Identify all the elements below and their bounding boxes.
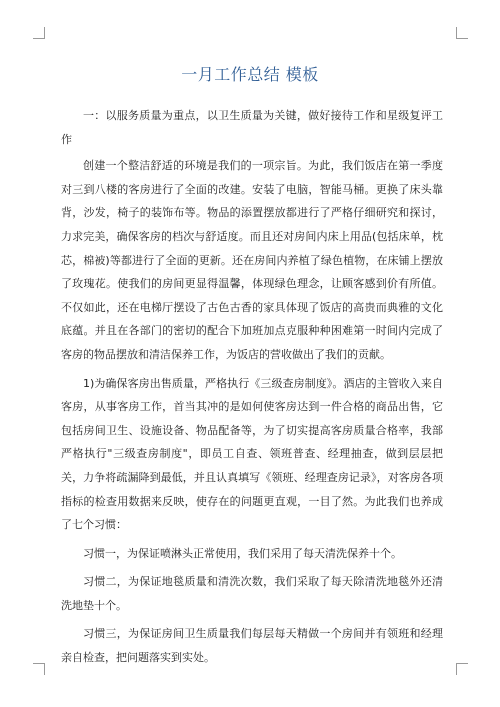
section-heading: 一：以服务质量为重点，以卫生质量为关键，做好接待工作和星级复评工作 [61,109,443,146]
paragraph-inspection: 1)为确保客房出售质量，严格执行《三级查房制度》。酒店的主管收入来自客房，从事客房工作，首当其冲的是如何使客房达到一件合格的商品出售，它包括房间卫生、设施设备、物品配备等，为了切实提高客房质量合格率，我部严格执行"三级查房制度"，即员工自查、领班普查、经理抽查，做到层层把关，力争将疏漏降到最低，并且认真填写《领班、经理查房记录》，对客房各项指标的检查用数据来反映，使存在的问题更直观，一目了然。为此我们也养成了七个习惯： [61,376,443,532]
paragraph-habit-2: 习惯二，为保证地毯质量和清洗次数，我们采取了每天除清洗地毯外还清洗地垫十个。 [61,575,443,612]
paragraph-habit-3: 习惯三，为保证房间卫生质量我们每层每天精做一个房间并有领班和经理亲自检查，把问题落实到实处。 [61,627,443,665]
paragraph-habit-1: 习惯一，为保证喷淋头正常使用，我们采用了每天清洗保养十个。 [83,546,402,560]
crop-mark-top-left [33,27,45,39]
paragraph-renovation: 创建一个整洁舒适的环境是我们的一项宗旨。为此，我们饭店在第一季度对三到八楼的客房进行了全面的改建。安装了电脑，智能马桶。更换了床头靠背，沙发，椅子的装饰布等。物品的添置摆放都进行了严格仔细研究和探讨，力求完美，确保客房的档次与舒适度。而且还对房间内床上用品(包括床单，枕芯，棉被)等都进行了全面的更新。还在房间内养植了绿色植物，在床铺上摆放了玫瑰花。使我们的房间更显得温馨，体现绿色理念，让顾客感到价有所值。不仅如此，还在电梯厅摆设了古色古香的家具体现了饭店的高贵而典雅的文化底蕴。并且在各部门的密切的配合下加班加点克服种种困难第一时间内完成了客房的物品摆放和清洁保养工作，为饭店的营收做出了我们的贡献。 [61,159,443,361]
document-body [61,104,443,675]
document-title: 一月工作总结 模板 [181,65,319,84]
crop-mark-bottom-left [33,663,45,675]
crop-mark-top-right [456,27,468,39]
crop-mark-bottom-right [456,663,468,675]
